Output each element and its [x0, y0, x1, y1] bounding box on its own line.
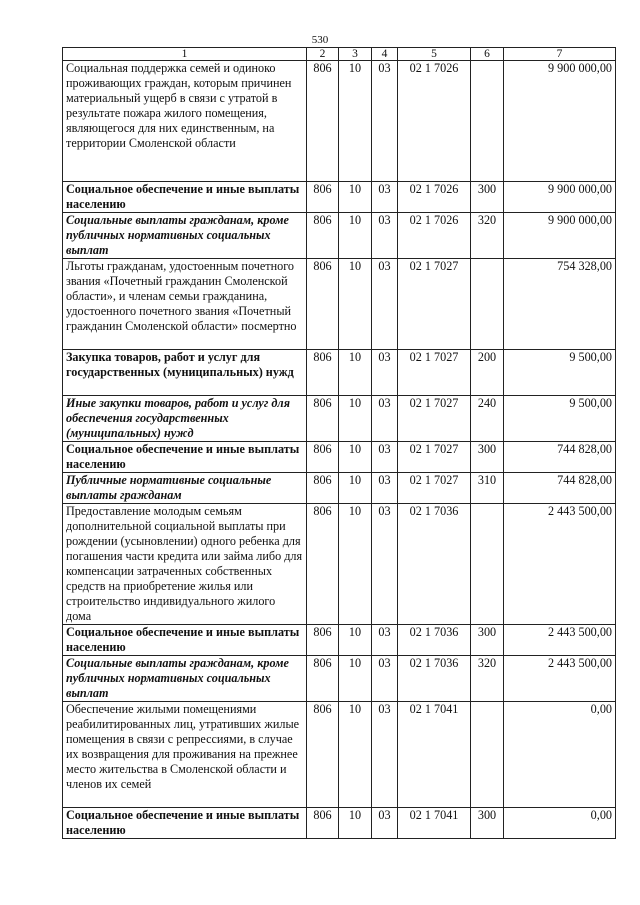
table-row: [63, 61, 616, 182]
subsection-code: 03: [372, 396, 398, 442]
expense-type-code: 300: [471, 625, 504, 656]
subsection-code: 03: [372, 61, 398, 182]
ministry-code: 806: [307, 625, 339, 656]
table-row: [63, 702, 616, 808]
item-name: Публичные нормативные социальные выплаты гражданам: [63, 473, 307, 504]
expense-type-code: [471, 61, 504, 182]
table-row: [63, 504, 616, 625]
ministry-code: 806: [307, 442, 339, 473]
amount: 9 900 000,00: [504, 61, 616, 182]
amount: 2 443 500,00: [504, 504, 616, 625]
section-code: 10: [339, 182, 372, 213]
ministry-code: 806: [307, 396, 339, 442]
ministry-code: 806: [307, 259, 339, 350]
amount: 744 828,00: [504, 442, 616, 473]
target-article-code: 02 1 7041: [398, 702, 471, 808]
expense-type-code: 320: [471, 656, 504, 702]
expense-type-code: 300: [471, 808, 504, 839]
subsection-code: 03: [372, 442, 398, 473]
target-article-code: 02 1 7027: [398, 396, 471, 442]
amount: 9 900 000,00: [504, 213, 616, 259]
section-code: 10: [339, 473, 372, 504]
expense-type-code: [471, 259, 504, 350]
table-row: [63, 350, 616, 396]
target-article-code: 02 1 7026: [398, 61, 471, 182]
subsection-code: 03: [372, 702, 398, 808]
item-name: Социальные выплаты гражданам, кроме публичных нормативных социальных выплат: [63, 656, 307, 702]
target-article-code: 02 1 7036: [398, 656, 471, 702]
target-article-code: 02 1 7026: [398, 213, 471, 259]
ministry-code: 806: [307, 808, 339, 839]
target-article-code: 02 1 7041: [398, 808, 471, 839]
target-article-code: 02 1 7026: [398, 182, 471, 213]
amount: 9 900 000,00: [504, 182, 616, 213]
subsection-code: 03: [372, 625, 398, 656]
ministry-code: 806: [307, 182, 339, 213]
column-header: 3: [339, 48, 372, 61]
subsection-code: 03: [372, 182, 398, 213]
table-row: [63, 213, 616, 259]
subsection-code: 03: [372, 213, 398, 259]
section-code: 10: [339, 808, 372, 839]
subsection-code: 03: [372, 656, 398, 702]
amount: 744 828,00: [504, 473, 616, 504]
column-header: 4: [372, 48, 398, 61]
amount: 0,00: [504, 702, 616, 808]
table-row: [63, 473, 616, 504]
expense-type-code: [471, 504, 504, 625]
ministry-code: 806: [307, 213, 339, 259]
column-header: 6: [471, 48, 504, 61]
expense-type-code: 200: [471, 350, 504, 396]
subsection-code: 03: [372, 350, 398, 396]
item-name: Иные закупки товаров, работ и услуг для обеспечения государственных (муниципальных) нужд: [63, 396, 307, 442]
target-article-code: 02 1 7027: [398, 350, 471, 396]
table-row: [63, 808, 616, 839]
section-code: 10: [339, 504, 372, 625]
section-code: 10: [339, 702, 372, 808]
item-name: Социальное обеспечение и иные выплаты населению: [63, 625, 307, 656]
ministry-code: 806: [307, 656, 339, 702]
subsection-code: 03: [372, 259, 398, 350]
table-row: [63, 182, 616, 213]
expense-type-code: 240: [471, 396, 504, 442]
page-number: 530: [311, 34, 329, 46]
target-article-code: 02 1 7027: [398, 259, 471, 350]
amount: 754 328,00: [504, 259, 616, 350]
table-row: [63, 625, 616, 656]
item-name: Закупка товаров, работ и услуг для государственных (муниципальных) нужд: [63, 350, 307, 396]
item-name: Обеспечение жилыми помещениями реабилитированных лиц, утративших жилые помещения в связи с репрессиями, в случае их возвращения для проживания на прежнее место жительства в Смоленской области и членов их семей: [63, 702, 307, 808]
item-name: Предоставление молодым семьям дополнительной социальной выплаты при рождении (усыновлении) одного ребенка для погашения части кредита или займа либо для компенсации затраченных собственных средств на приобретение жилья или строительство индивидуального жилого дома: [63, 504, 307, 625]
section-code: 10: [339, 61, 372, 182]
item-name: Социальные выплаты гражданам, кроме публичных нормативных социальных выплат: [63, 213, 307, 259]
column-header: 1: [63, 48, 307, 61]
ministry-code: 806: [307, 702, 339, 808]
subsection-code: 03: [372, 808, 398, 839]
amount: 9 500,00: [504, 396, 616, 442]
expense-type-code: 320: [471, 213, 504, 259]
item-name: Социальное обеспечение и иные выплаты населению: [63, 182, 307, 213]
ministry-code: 806: [307, 473, 339, 504]
target-article-code: 02 1 7027: [398, 442, 471, 473]
ministry-code: 806: [307, 504, 339, 625]
subsection-code: 03: [372, 473, 398, 504]
table-row: [63, 442, 616, 473]
expense-type-code: [471, 702, 504, 808]
amount: 0,00: [504, 808, 616, 839]
column-header: 5: [398, 48, 471, 61]
table-header-row: [63, 48, 616, 61]
item-name: Социальная поддержка семей и одиноко проживающих граждан, которым причинен материальный ущерб в связи с утратой в результате пожара жилого помещения, являющегося для них единственным, на территории Смоленской области: [63, 61, 307, 182]
section-code: 10: [339, 259, 372, 350]
section-code: 10: [339, 442, 372, 473]
section-code: 10: [339, 350, 372, 396]
target-article-code: 02 1 7027: [398, 473, 471, 504]
target-article-code: 02 1 7036: [398, 625, 471, 656]
column-header: 2: [307, 48, 339, 61]
amount: 2 443 500,00: [504, 656, 616, 702]
amount: 9 500,00: [504, 350, 616, 396]
subsection-code: 03: [372, 504, 398, 625]
column-header: 7: [504, 48, 616, 61]
target-article-code: 02 1 7036: [398, 504, 471, 625]
budget-table: [62, 47, 616, 839]
amount: 2 443 500,00: [504, 625, 616, 656]
item-name: Льготы гражданам, удостоенным почетного звания «Почетный гражданин Смоленской области», и членам семьи гражданина, удостоенного почетного звания «Почетный гражданин Смоленской области» посмертно: [63, 259, 307, 350]
item-name: Социальное обеспечение и иные выплаты населению: [63, 442, 307, 473]
section-code: 10: [339, 625, 372, 656]
table-row: [63, 396, 616, 442]
section-code: 10: [339, 213, 372, 259]
table-row: [63, 259, 616, 350]
ministry-code: 806: [307, 61, 339, 182]
expense-type-code: 310: [471, 473, 504, 504]
section-code: 10: [339, 656, 372, 702]
table-row: [63, 656, 616, 702]
section-code: 10: [339, 396, 372, 442]
ministry-code: 806: [307, 350, 339, 396]
expense-type-code: 300: [471, 182, 504, 213]
expense-type-code: 300: [471, 442, 504, 473]
item-name: Социальное обеспечение и иные выплаты населению: [63, 808, 307, 839]
